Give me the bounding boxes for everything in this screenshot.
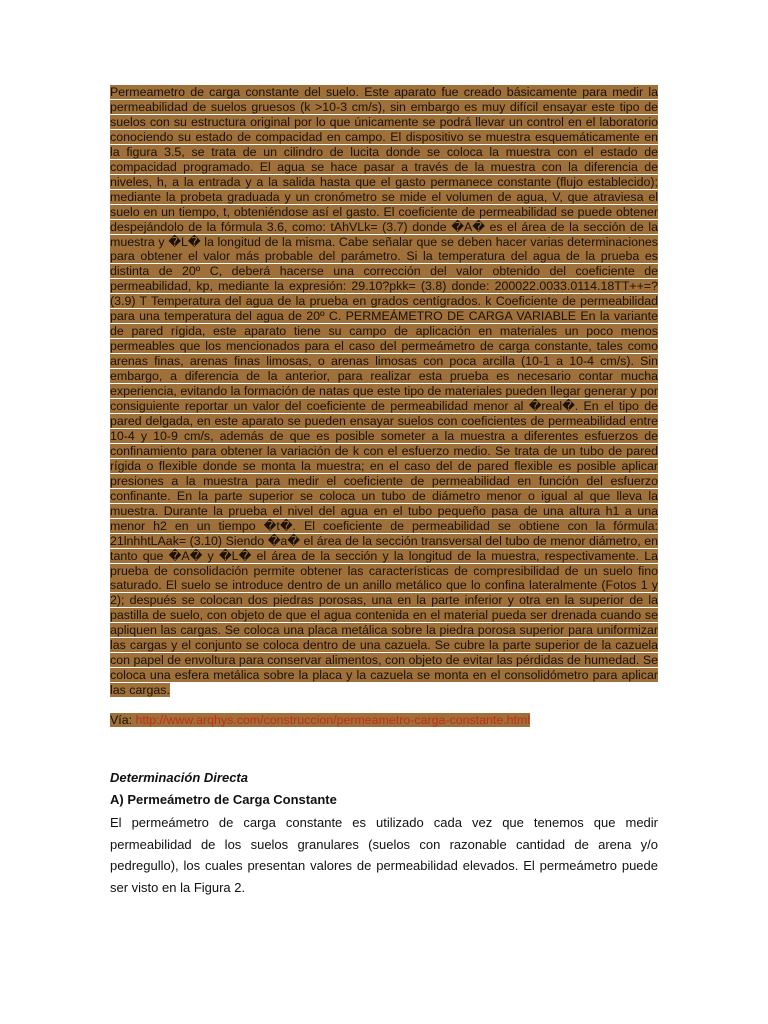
source-link[interactable]: http://www.arqhys.com/construccion/permeametro-carga-constante.html (135, 713, 531, 728)
highlighted-paragraph (110, 85, 658, 698)
highlighted-text[interactable]: Permeametro de carga constante del suelo. Este aparato fue creado básicamente para medir la permeabilidad de suelos gruesos (k >10-3 cm/s), sin embargo es muy difícil ensayar este tipo de suelos con su estructura original por lo que únicamente se podrá llevar un control en el laboratorio conociendo su estado de compacidad en campo. El dispositivo se muestra esquemáticamente en la figura 3.5, se trata de un cilindro de lucita donde se coloca la muestra con el estado de compacidad programado. El agua se hace pasar a través de la muestra con la diferencia de niveles, h, a la entrada y a la salida hasta que el gasto permanece constante (flujo establecido); mediante la probeta graduada y un cronómetro se mide el volumen de agua, V, que atraviesa el suelo en un tiempo, t, obteniéndose así el gasto. El coeficiente de permeabilidad se puede obtener despejándolo de la fórmula 3.6, como: tAhVLk= (3.7) donde �A� es el área de la sección de la muestra y �L� la longitud de la misma. Cabe señalar que se deben hacer varias determinaciones para obtener el valor más probable del parámetro. Si la temperatura del agua de la prueba es distinta de 20º C, deberá hacerse una corrección del valor obtenido del coeficiente de permeabilidad, kp, mediante la expresión: 29.10?pkk= (3.8) donde: 200022.0033.0114.18TT++=? (3.9) T Temperatura del agua de la prueba en grados centígrados. k Coeficiente de permeabilidad para una temperatura del agua de 20º C. PERMEÁMETRO DE CARGA VARIABLE En la variante de pared rígida, este aparato tiene su campo de aplicación en materiales un poco menos permeables que los mencionados para el caso del permeámetro de carga constante, tales como arenas finas, arenas finas limosas, o arenas limosas con poca arcilla (10-1 a 10-4 cm/s). Sin embargo, a diferencia de la anterior, para realizar esta prueba es necesario contar mucha experiencia, evitando la formación de natas que este tipo de materiales pueden llegar generar y por consiguiente reportar un valor del coeficiente de permeabilidad menor al �real�. En el tipo de pared delgada, en este aparato se pueden ensayar suelos con coeficientes de permeabilidad entre 10-4 y 10-9 cm/s, además de que es posible someter a la muestra a diferentes esfuerzos de confinamiento para obtener la variación de k con el esfuerzo medio. Se trata de un tubo de pared rígida o flexible donde se monta la muestra; en el caso del de pared flexible es posible aplicar presiones a la muestra para medir el coeficiente de permeabilidad en función del esfuerzo confinante. En la parte superior se coloca un tubo de diámetro menor o igual al que lleva la muestra. Durante la prueba el nivel del agua en el tubo pequeño pasa de una altura h1 a una menor h2 en un tiempo �t�. El coeficiente de permeabilidad se obtiene con la fórmula: 21lnhhtLAak= (3.10) Siendo �a� el área de la sección transversal del tubo de menor diámetro, en tanto que �A� y �L� el área de la sección y la longitud de la muestra, respectivamente. La prueba de consolidación permite obtener las características de compresibilidad de un suelo fino saturado. El suelo se introduce dentro de un anillo metálico que lo confina lateralmente (Fotos 1 y 2); después se colocan dos piedras porosas, una en la parte inferior y otra en la superior de la pastilla de suelo, con objeto de que el agua contenida en el material pueda ser drenada cuando se apliquen las cargas. Se coloca una placa metálica sobre la piedra porosa superior para uniformizar las cargas y el conjunto se coloca dentro de una cazuela. Se cubre la parte superior de la cazuela con papel de envoltura para conservar alimentos, con objeto de evitar las pérdidas de humedad. Se coloca una esfera metálica sobre la placa y la cazuela se monta en el consolidómetro para aplicar las cargas. (110, 85, 658, 698)
source-line (110, 713, 658, 728)
determination-section (110, 768, 658, 898)
subsection-title: A) Permeámetro de Carga Constante (110, 792, 337, 808)
body-paragraph: El permeámetro de carga constante es utilizado cada vez que tenemos que medir permeabilidad de los suelos granulares (suelos con razonable cantidad de arena y/o pedregullo), los cuales presentan valores de permeabilidad elevados. El permeámetro puede ser visto en la Figura 2. (110, 815, 658, 895)
document-page (110, 85, 658, 898)
section-title: Determinación Directa (110, 770, 248, 786)
via-label: Vía: (110, 713, 136, 728)
